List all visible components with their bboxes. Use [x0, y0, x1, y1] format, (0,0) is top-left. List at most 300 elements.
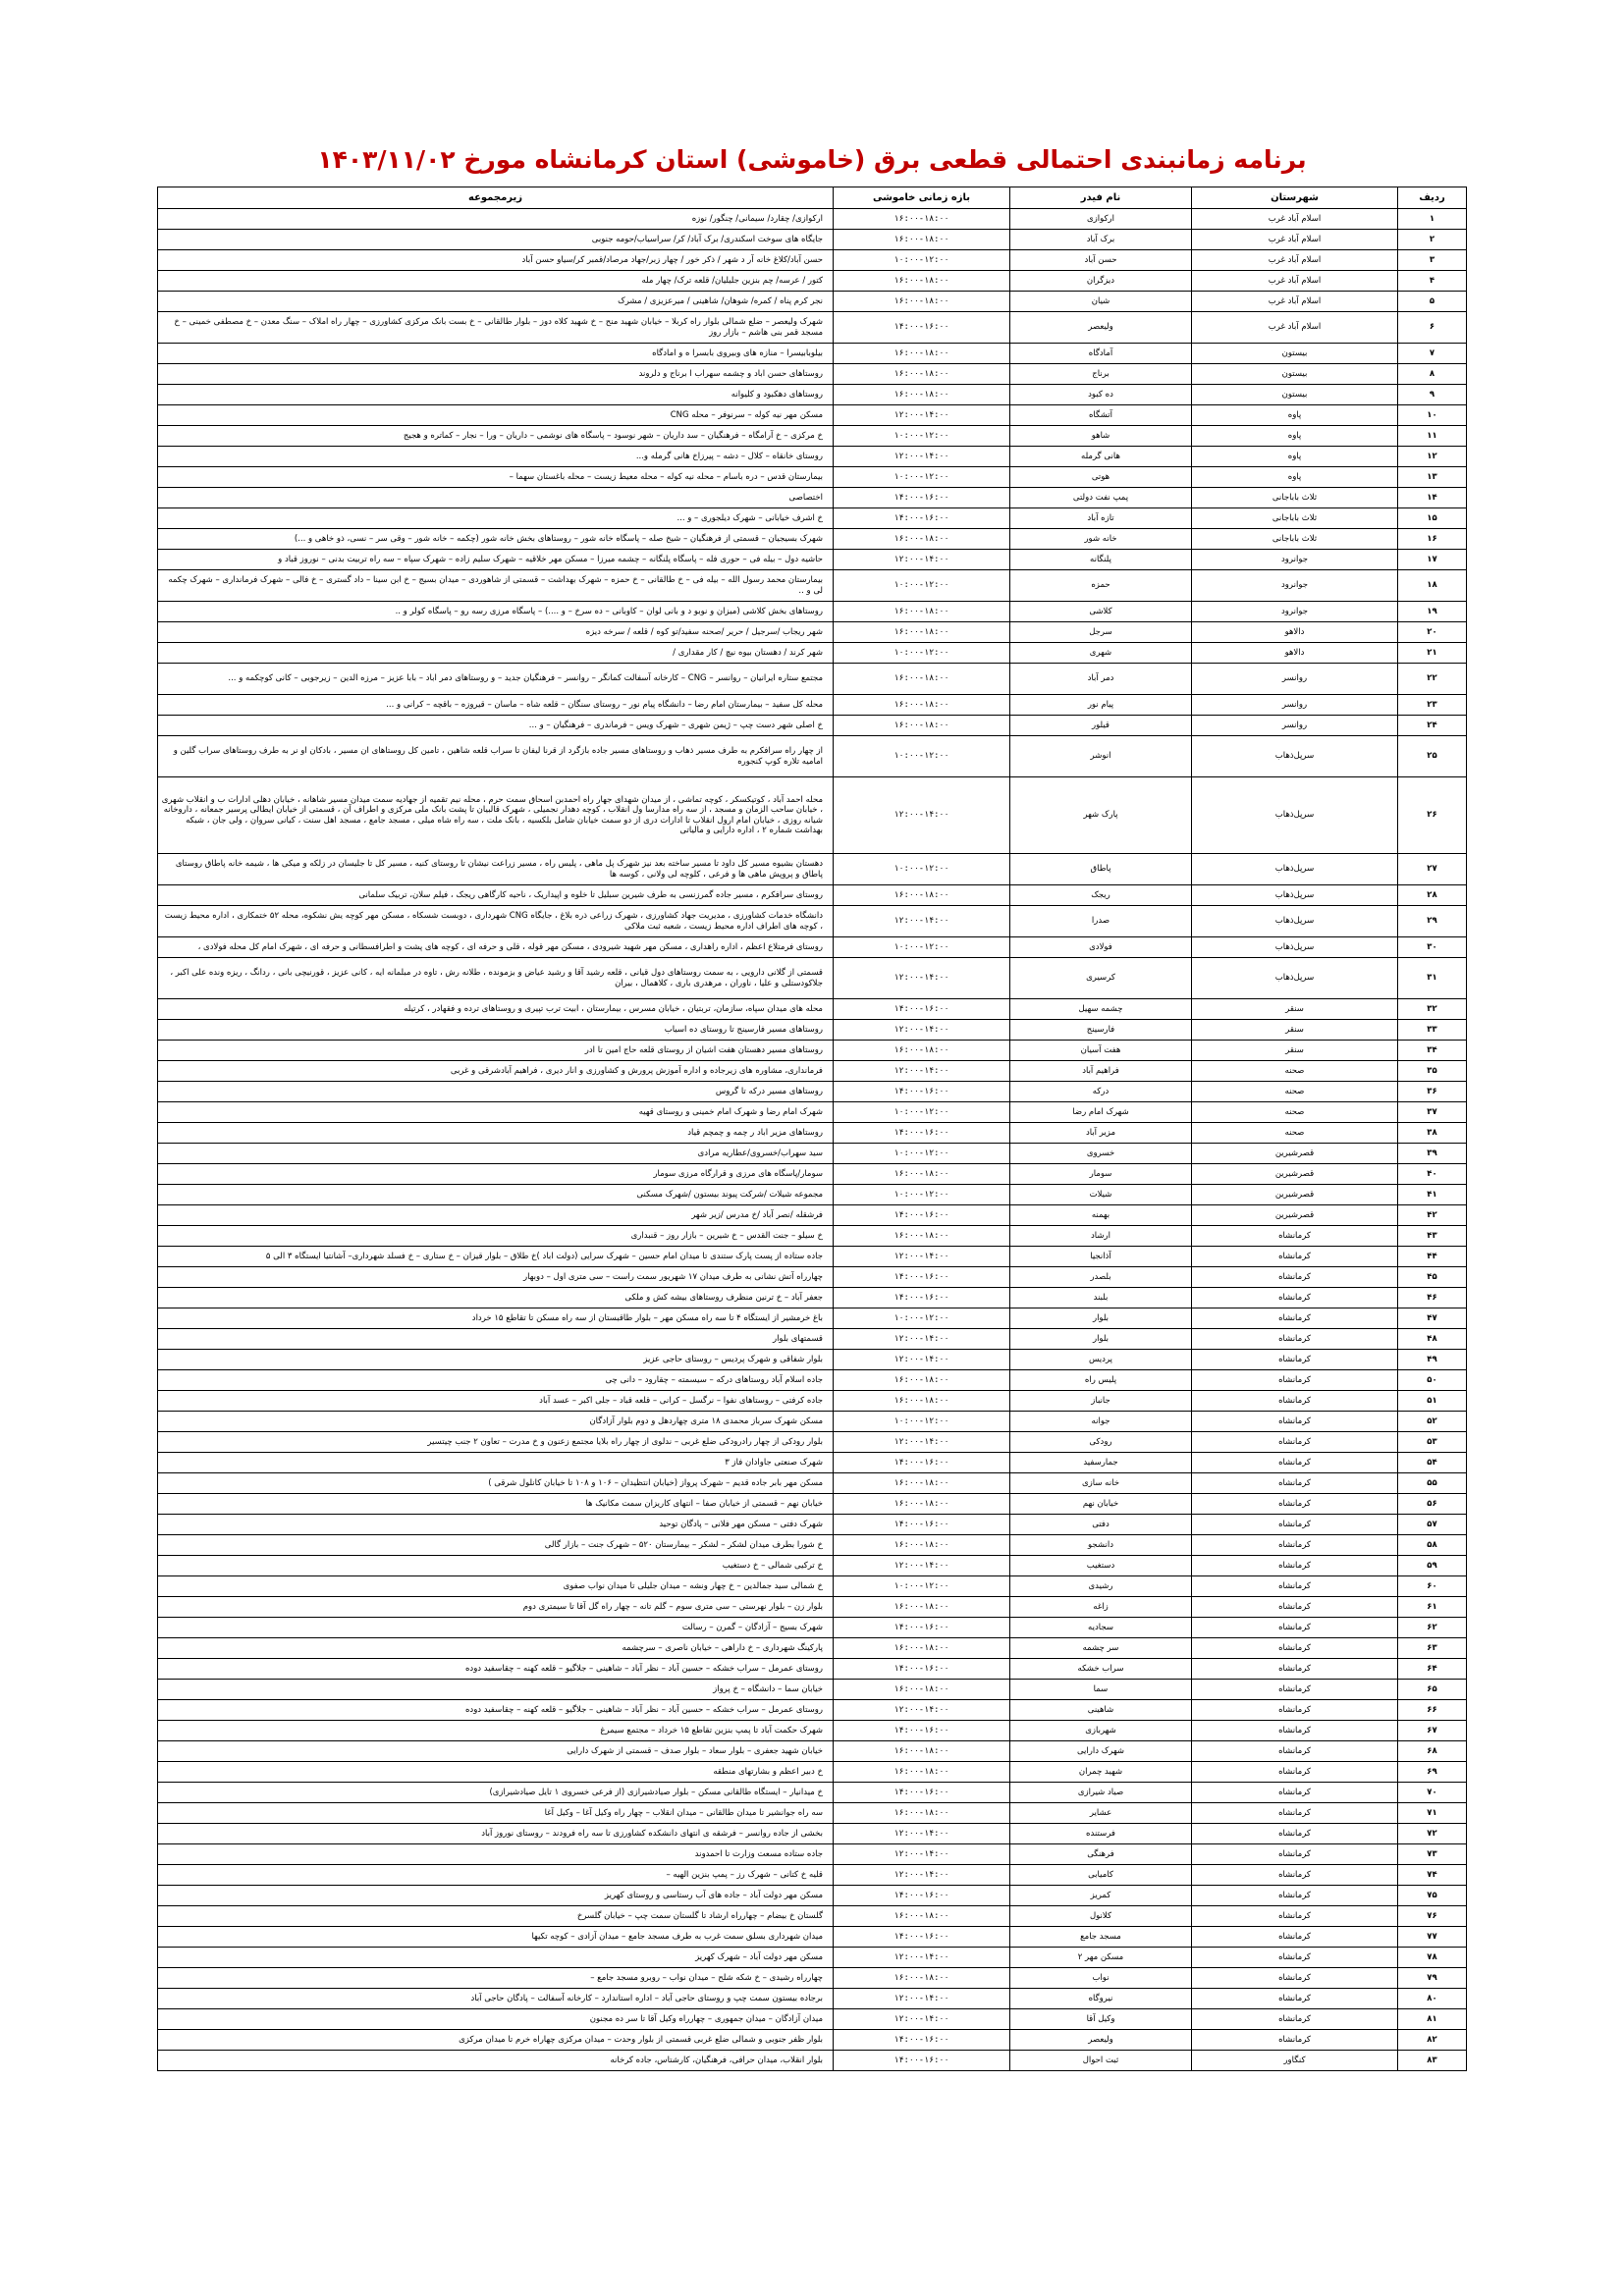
header-feeder: نام فیدر [1010, 187, 1192, 209]
table-row [158, 209, 1467, 230]
area-cell: مجتمع ستاره ایرانیان – روانسر – CNG – کارخانه آسفالت کمانگر – روانسر – فرهنگیان جدید – و روستاهای دمر اباد – بابا عزیز – مرزه الدین – زیرجوبی – کانی کوچکمه و ... [158, 664, 834, 695]
city-cell: سرپل‌ذهاب [1192, 958, 1398, 999]
time-period-cell [834, 1556, 1010, 1576]
row-number-cell: ۱۹ [1398, 602, 1467, 622]
time-range-text: ۱۶:۰۰-۱۸:۰۰ [893, 234, 949, 244]
area-cell: فرمانداری، مشاوره های زیرجاده و اداره آموزش پرورش و کشاورزی و انار دیری ، فراهیم آبادشرقی و غربی [158, 1061, 834, 1082]
city-cell: کرمانشاه [1192, 1989, 1398, 2009]
row-number-cell: ۴۸ [1398, 1329, 1467, 1350]
table-row [158, 364, 1467, 385]
row-number-cell: ۲۶ [1398, 777, 1467, 854]
feeder-cell: پیام نور [1010, 695, 1192, 716]
time-range-text: ۱۶:۰۰-۱۸:۰۰ [893, 275, 949, 286]
row-number-cell: ۶۳ [1398, 1638, 1467, 1659]
table-body [158, 209, 1467, 2071]
time-range-text: ۱۴:۰۰-۱۶:۰۰ [893, 1271, 949, 1282]
time-period-cell [834, 885, 1010, 906]
time-range-text: ۱۴:۰۰-۱۶:۰۰ [893, 2034, 949, 2045]
time-period-cell [834, 1824, 1010, 1844]
feeder-cell: سرجل [1010, 622, 1192, 643]
feeder-cell: آذانجیا [1010, 1247, 1192, 1267]
area-cell: از چهار راه سرافکرم به طرف مسیر ذهاب و روستاهای مسیر جاده بازگرد از قرنا لیفان تا سراب قلعه شاهین ، تامین کل روستاهای ان مسیر ، بادکان او نر به طرف روستاهای سراب گلین و امامیه تلاره کوپ کنجوره [158, 736, 834, 777]
time-range-text: ۱۴:۰۰-۱۶:۰۰ [893, 1890, 949, 1900]
feeder-cell: ارشاد [1010, 1226, 1192, 1247]
feeder-cell: رودکی [1010, 1432, 1192, 1453]
table-row [158, 312, 1467, 344]
row-number-cell: ۳۱ [1398, 958, 1467, 999]
time-range-text: ۱۰:۰۰-۱۲:۰۰ [893, 430, 949, 441]
row-number-cell: ۷۵ [1398, 1886, 1467, 1906]
area-cell: روستاهای مسیر دهستان هفت اشیان از روستای قلعه حاج امین تا ادر [158, 1041, 834, 1061]
area-cell: مجموعه شیلات /شرکت پیوند بیستون /شهرک مسکنی [158, 1185, 834, 1205]
table-row [158, 602, 1467, 622]
area-cell: گلستان خ بیضام – چهارراه ارشاد تا گلستان سمت چپ – خیابان گلسرخ [158, 1906, 834, 1927]
feeder-cell: صدرا [1010, 906, 1192, 937]
row-number-cell: ۱۵ [1398, 508, 1467, 529]
time-range-text: ۱۶:۰۰-۱۸:۰۰ [893, 626, 949, 637]
time-range-text: ۱۶:۰۰-۱۸:۰۰ [893, 1230, 949, 1241]
feeder-cell: سما [1010, 1680, 1192, 1700]
city-cell: پاوه [1192, 405, 1398, 426]
feeder-cell: پمپ نفت دولتی [1010, 488, 1192, 508]
time-period-cell [834, 1329, 1010, 1350]
feeder-cell: سومار [1010, 1164, 1192, 1185]
feeder-cell: دستغیب [1010, 1556, 1192, 1576]
table-row [158, 488, 1467, 508]
time-range-text: ۱۲:۰۰-۱۴:۰۰ [893, 409, 949, 420]
time-period-cell [834, 1123, 1010, 1144]
row-number-cell: ۶۰ [1398, 1576, 1467, 1597]
area-cell: خیابان شهید جعفری – بلوار سعاد – بلوار صدف – قسمتی از شهرک دارایی [158, 1741, 834, 1762]
row-number-cell: ۶ [1398, 312, 1467, 344]
city-cell: سرپل‌ذهاب [1192, 736, 1398, 777]
row-number-cell: ۵۵ [1398, 1473, 1467, 1494]
city-cell: پاوه [1192, 447, 1398, 467]
row-number-cell: ۲۴ [1398, 716, 1467, 736]
time-range-text: ۱۶:۰۰-۱۸:۰۰ [893, 1766, 949, 1777]
table-row [158, 1535, 1467, 1556]
time-period-cell [834, 1515, 1010, 1535]
row-number-cell: ۴۹ [1398, 1350, 1467, 1370]
table-row [158, 1906, 1467, 1927]
feeder-cell: پردیس [1010, 1350, 1192, 1370]
table-row [158, 1927, 1467, 1948]
time-period-cell [834, 1803, 1010, 1824]
feeder-cell: ارکوازی [1010, 209, 1192, 230]
time-range-text: ۱۲:۰۰-۱۴:۰۰ [893, 1354, 949, 1364]
city-cell: صحنه [1192, 1082, 1398, 1102]
time-range-text: ۱۴:۰۰-۱۶:۰۰ [893, 512, 949, 523]
time-period-cell [834, 695, 1010, 716]
time-period-cell [834, 271, 1010, 292]
feeder-cell: نیروگاه [1010, 1989, 1192, 2009]
row-number-cell: ۲۸ [1398, 885, 1467, 906]
feeder-cell: هانی گرمله [1010, 447, 1192, 467]
table-row [158, 1515, 1467, 1535]
row-number-cell: ۵۱ [1398, 1391, 1467, 1412]
feeder-cell: خانه سازی [1010, 1473, 1192, 1494]
time-period-cell [834, 854, 1010, 885]
area-cell: شهرک بسیج – آزادگان – گمرن – رسالت [158, 1618, 834, 1638]
area-cell: میدان آزادگان – میدان جمهوری – چهارراه وکیل آقا تا سر ده مجنون [158, 2009, 834, 2030]
feeder-cell: حسن آباد [1010, 250, 1192, 271]
row-number-cell: ۳ [1398, 250, 1467, 271]
city-cell: ثلاث باباجانی [1192, 529, 1398, 550]
time-range-text: ۱۲:۰۰-۱۴:۰۰ [893, 1704, 949, 1715]
table-row [158, 1638, 1467, 1659]
area-cell: شهرک صنعتی جاوادان فاز ۳ [158, 1453, 834, 1473]
row-number-cell: ۴۲ [1398, 1205, 1467, 1226]
area-cell: جعفر آباد – خ ترنین منظرف روستاهای بیشه کش و ملکی [158, 1288, 834, 1308]
area-cell: قلیه خ کتانی – شهرک رز – پمپ بنزین الهیه – [158, 1865, 834, 1886]
time-period-cell [834, 1721, 1010, 1741]
time-range-text: ۱۴:۰۰-۱۶:۰۰ [893, 1663, 949, 1674]
feeder-cell: فرستنده [1010, 1824, 1192, 1844]
area-cell: روستاهای مزیر اباد ر چمه و چمچم قیاد [158, 1123, 834, 1144]
row-number-cell: ۵۳ [1398, 1432, 1467, 1453]
table-row [158, 1618, 1467, 1638]
time-range-text: ۱۴:۰۰-۱۶:۰۰ [893, 1209, 949, 1220]
table-row [158, 1226, 1467, 1247]
time-range-text: ۱۰:۰۰-۱۲:۰۰ [893, 1148, 949, 1158]
area-cell: بخشی از جاده روانسر – فرشقه ی انتهای دانشکده کشاورزی تا سه راه فرودند – روستای نوروز آباد [158, 1824, 834, 1844]
table-row [158, 426, 1467, 447]
city-cell: سرپل‌ذهاب [1192, 885, 1398, 906]
table-row [158, 1844, 1467, 1865]
time-period-cell [834, 1473, 1010, 1494]
time-range-text: ۱۶:۰۰-۱۸:۰۰ [893, 606, 949, 616]
city-cell: اسلام آباد غرب [1192, 230, 1398, 250]
table-row [158, 958, 1467, 999]
time-range-text: ۱۲:۰۰-۱۴:۰۰ [893, 1024, 949, 1035]
header-row-number: ردیف [1398, 187, 1467, 209]
area-cell: روستاهای بخش کلاشی (میزان و نوبو د و بانی لوان – کاوبانی – ده سرخ – و ....) – پاسگاه مرزی رسه رو – پاسگاه کولر و .. [158, 602, 834, 622]
row-number-cell: ۳۸ [1398, 1123, 1467, 1144]
time-period-cell [834, 1844, 1010, 1865]
time-range-text: ۱۶:۰۰-۱۸:۰۰ [893, 1498, 949, 1509]
city-cell: قصرشیرین [1192, 1205, 1398, 1226]
table-row [158, 1102, 1467, 1123]
row-number-cell: ۷۸ [1398, 1948, 1467, 1968]
time-period-cell [834, 1288, 1010, 1308]
time-range-text: ۱۶:۰۰-۱۸:۰۰ [893, 1642, 949, 1653]
time-period-cell [834, 1391, 1010, 1412]
row-number-cell: ۷۹ [1398, 1968, 1467, 1989]
feeder-cell: بلبند [1010, 1288, 1192, 1308]
city-cell: صحنه [1192, 1102, 1398, 1123]
city-cell: کرمانشاه [1192, 1515, 1398, 1535]
table-row [158, 1824, 1467, 1844]
time-period-cell [834, 1247, 1010, 1267]
row-number-cell: ۵۸ [1398, 1535, 1467, 1556]
feeder-cell: دمر آباد [1010, 664, 1192, 695]
city-cell: کرمانشاه [1192, 1453, 1398, 1473]
table-row [158, 622, 1467, 643]
city-cell: کرمانشاه [1192, 1968, 1398, 1989]
area-cell: خ شورا بطرف میدان لشکر – لشکر – بیمارستان ۵۲۰ – شهرک جنت – بازار گالی [158, 1535, 834, 1556]
area-cell: بلوار انقلاب، میدان حرافی، فرهنگیان، کارشتاس، جاده کرخانه [158, 2051, 834, 2071]
area-cell: جاده اسلام آباد روستاهای درکه – سیسمته – چقارود – دانی چی [158, 1370, 834, 1391]
time-range-text: ۱۰:۰۰-۱۲:۰۰ [893, 941, 949, 952]
city-cell: کرمانشاه [1192, 1721, 1398, 1741]
city-cell: کرمانشاه [1192, 1267, 1398, 1288]
area-cell: خ مرکزی – خ آرامگاه – فرهنگیان – سد داریان – شهر نوسود – پاسگاه های نوشمی – داریان – ورا – نجار – کماتره و هجیج [158, 426, 834, 447]
city-cell: کرمانشاه [1192, 1680, 1398, 1700]
time-range-text: ۱۶:۰۰-۱۸:۰۰ [893, 720, 949, 730]
city-cell: صحنه [1192, 1061, 1398, 1082]
row-number-cell: ۳۲ [1398, 999, 1467, 1020]
area-cell: روستای خانقاه – کلال – دشه – پیرزاخ هانی گرمله و... [158, 447, 834, 467]
row-number-cell: ۳۰ [1398, 937, 1467, 958]
feeder-cell: شهرک دارایی [1010, 1741, 1192, 1762]
city-cell: کرمانشاه [1192, 1473, 1398, 1494]
table-row [158, 664, 1467, 695]
row-number-cell: ۶۹ [1398, 1762, 1467, 1783]
area-cell: خ سیلو – جنت القدس – خ شیرین – بازار روز – قنبداری [158, 1226, 834, 1247]
area-cell: جاده ستاده مسعت وزارت تا احمدوند [158, 1844, 834, 1865]
area-cell: بلوار شفاقی و شهرک پردیس – روستای حاجی عزیز [158, 1350, 834, 1370]
time-period-cell [834, 1783, 1010, 1803]
city-cell: کرمانشاه [1192, 1906, 1398, 1927]
time-period-cell [834, 1576, 1010, 1597]
time-range-text: ۱۶:۰۰-۱۸:۰۰ [893, 1972, 949, 1983]
area-cell: شهر ریجاب /سرجیل / حریر /صحنه سفید/تو کوه / قلعه / سرخه دیزه [158, 622, 834, 643]
feeder-cell: مسکن مهر ۲ [1010, 1948, 1192, 1968]
feeder-cell: زاغه [1010, 1597, 1192, 1618]
table-row [158, 1123, 1467, 1144]
row-number-cell: ۲۳ [1398, 695, 1467, 716]
feeder-cell: شیان [1010, 292, 1192, 312]
time-range-text: ۱۲:۰۰-۱۴:۰۰ [893, 1065, 949, 1076]
city-cell: کرمانشاه [1192, 1412, 1398, 1432]
table-row [158, 230, 1467, 250]
feeder-cell: کلانول [1010, 1906, 1192, 1927]
area-cell: چهارراه رشیدی – خ شکه شلح – میدان نواب – روبرو مسجد جامع – [158, 1968, 834, 1989]
row-number-cell: ۶۴ [1398, 1659, 1467, 1680]
city-cell: کرمانشاه [1192, 1308, 1398, 1329]
time-period-cell [834, 447, 1010, 467]
feeder-cell: بلوار [1010, 1329, 1192, 1350]
table-row [158, 1370, 1467, 1391]
table-row [158, 1164, 1467, 1185]
feeder-cell: ولیعصر [1010, 312, 1192, 344]
feeder-cell: شیلات [1010, 1185, 1192, 1205]
city-cell: اسلام آباد غرب [1192, 271, 1398, 292]
time-period-cell [834, 1659, 1010, 1680]
city-cell: سرپل‌ذهاب [1192, 777, 1398, 854]
time-range-text: ۱۰:۰۰-۱۲:۰۰ [893, 1189, 949, 1200]
time-period-cell [834, 906, 1010, 937]
time-period-cell [834, 405, 1010, 426]
time-period-cell [834, 2030, 1010, 2051]
time-period-cell [834, 1927, 1010, 1948]
row-number-cell: ۲۵ [1398, 736, 1467, 777]
row-number-cell: ۸۳ [1398, 2051, 1467, 2071]
time-period-cell [834, 292, 1010, 312]
city-cell: اسلام آباد غرب [1192, 292, 1398, 312]
time-period-cell [834, 488, 1010, 508]
row-number-cell: ۵۴ [1398, 1453, 1467, 1473]
time-range-text: ۱۴:۰۰-۱۶:۰۰ [893, 1127, 949, 1138]
feeder-cell: سر چشمه [1010, 1638, 1192, 1659]
city-cell: ثلاث باباجانی [1192, 488, 1398, 508]
time-period-cell [834, 1267, 1010, 1288]
area-cell: حسن آباد/کلاغ خانه آر د شهر / ذکر خور / چهار زبر/جهاد مرصاد/قمبر کر/سیاو حسن آباد [158, 250, 834, 271]
area-cell: دانشگاه خدمات کشاورزی ، مدیریت جهاد کشاورزی ، شهرک زراعی ذره بلاغ ، جایگاه CNG شهرداری ، دوبست شسکاه ، مسکن مهر کوچه یش نشکوه، محله ۵۲ ختمکاری ، اداره محیط زیست ، کوچه های اطراف اداره محیط زیست ، شعبه ثبت ملاکی [158, 906, 834, 937]
area-cell: محله های میدان سپاه، سازمان، تربتیان ، خیابان مسرس ، بیمارستان ، ابیت ترب تپیری و روستاهای ترده و فقهادر ، کرتیله [158, 999, 834, 1020]
area-cell: مسکن شهرک سرباز محمدی ۱۸ متری چهاردهل و دوم بلوار آزادگان [158, 1412, 834, 1432]
table-row [158, 1783, 1467, 1803]
city-cell: کرمانشاه [1192, 1288, 1398, 1308]
area-cell: میدان شهرداری بسلق سمت غرب به طرف مسجد جامع – میدان آزادی – کوچه تکیها [158, 1927, 834, 1948]
row-number-cell: ۳۵ [1398, 1061, 1467, 1082]
feeder-cell: ده کبود [1010, 385, 1192, 405]
time-range-text: ۱۶:۰۰-۱۸:۰۰ [893, 1745, 949, 1756]
table-row [158, 550, 1467, 570]
feeder-cell: خانه شور [1010, 529, 1192, 550]
time-period-cell [834, 1494, 1010, 1515]
time-range-text: ۱۲:۰۰-۱۴:۰۰ [893, 554, 949, 564]
table-row [158, 250, 1467, 271]
time-period-cell [834, 1370, 1010, 1391]
feeder-cell: شهید چمران [1010, 1762, 1192, 1783]
time-period-cell [834, 1041, 1010, 1061]
time-period-cell [834, 1412, 1010, 1432]
time-range-text: ۱۰:۰۰-۱۲:۰۰ [893, 254, 949, 265]
area-cell: بیمارستان قدس – دره باسام – محله نیه کوله – محله معیط زیست – محله باغستان سهما – [158, 467, 834, 488]
city-cell: روانسر [1192, 664, 1398, 695]
time-range-text: ۱۴:۰۰-۱۶:۰۰ [893, 1519, 949, 1529]
city-cell: قصرشیرین [1192, 1164, 1398, 1185]
row-number-cell: ۷۲ [1398, 1824, 1467, 1844]
feeder-cell: بهمنه [1010, 1205, 1192, 1226]
time-range-text: ۱۰:۰۰-۱۲:۰۰ [893, 647, 949, 658]
time-period-cell [834, 1948, 1010, 1968]
feeder-cell: شهری [1010, 643, 1192, 664]
area-cell: دهستان بشیوه مسیر کل داود تا مسیر ساخته بعد نیز شهرک پل ماهی ، پلیس راه ، مسیر زراعت نیشان تا روستای کنیه ، مسیر کل تا جلیسان در زلکه و میکی ها ، شیمه خانه پاطاق روستای پاطاق و پروپش ماهی ها و فرعی ، کلوچه لی ولانی ، کوسه ها [158, 854, 834, 885]
time-range-text: ۱۶:۰۰-۱۸:۰۰ [893, 1539, 949, 1550]
city-cell: کرمانشاه [1192, 1741, 1398, 1762]
time-range-text: ۱۲:۰۰-۱۴:۰۰ [893, 1333, 949, 1344]
table-row [158, 736, 1467, 777]
time-period-cell [834, 1638, 1010, 1659]
time-range-text: ۱۴:۰۰-۱۶:۰۰ [893, 1622, 949, 1632]
area-cell: شهر کرند / دهستان بیوه نیچ / کار مقداری / [158, 643, 834, 664]
city-cell: جوانرود [1192, 602, 1398, 622]
feeder-cell: صیاد شیرازی [1010, 1783, 1192, 1803]
feeder-cell: انوشر [1010, 736, 1192, 777]
area-cell: روستاهای مسیر فارسینج تا روستای ده اسیاب [158, 1020, 834, 1041]
area-cell: جاده ستاده از پست پارک ستندی تا میدان امام حسین – شهرک سرایی (دولت اباد )خ طلاق – بلوار قیزان – خ ستاری – خ فسلد شهرداری– آشانتیا ایستگاه ۳ الی ۵ [158, 1247, 834, 1267]
area-cell: باغ خرمشیر از ایستگاه ۴ تا سه راه مسکن مهر – بلوار طاقبستان از سه راه مسکن تا تقاطع ۱۵ خرداد [158, 1308, 834, 1329]
feeder-cell: نواب [1010, 1968, 1192, 1989]
city-cell: کرمانشاه [1192, 1618, 1398, 1638]
feeder-cell: دیزگران [1010, 271, 1192, 292]
city-cell: کرمانشاه [1192, 2009, 1398, 2030]
city-cell: اسلام آباد غرب [1192, 312, 1398, 344]
row-number-cell: ۴۷ [1398, 1308, 1467, 1329]
time-range-text: ۱۴:۰۰-۱۶:۰۰ [893, 1931, 949, 1942]
row-number-cell: ۸ [1398, 364, 1467, 385]
city-cell: کرمانشاه [1192, 2030, 1398, 2051]
table-row [158, 1597, 1467, 1618]
table-row [158, 1247, 1467, 1267]
area-cell: سه راه جوانشیر تا میدان طالقانی – میدان انقلاب – چهار راه وکیل آغا – وکیل آغا [158, 1803, 834, 1824]
area-cell: خیابان نهم – قسمتی از خیابان صفا – انتهای کاریزان سمت مکانیک ها [158, 1494, 834, 1515]
row-number-cell: ۸۱ [1398, 2009, 1467, 2030]
time-range-text: ۱۰:۰۰-۱۲:۰۰ [893, 1415, 949, 1426]
feeder-cell: قیلور [1010, 716, 1192, 736]
city-cell: کرمانشاه [1192, 1494, 1398, 1515]
area-cell: شهرک امام رضا و شهرک امام خمینی و روستای قهیه [158, 1102, 834, 1123]
row-number-cell: ۸۰ [1398, 1989, 1467, 2009]
time-range-text: ۱۲:۰۰-۱۴:۰۰ [893, 973, 949, 984]
time-range-text: ۱۲:۰۰-۱۴:۰۰ [893, 1869, 949, 1880]
area-cell: فرشقله /نصر آباد /خ مدرس /زیر شهر [158, 1205, 834, 1226]
row-number-cell: ۶۲ [1398, 1618, 1467, 1638]
city-cell: کرمانشاه [1192, 1535, 1398, 1556]
time-range-text: ۱۴:۰۰-۱۶:۰۰ [893, 1725, 949, 1735]
table-row [158, 1308, 1467, 1329]
city-cell: جوانرود [1192, 550, 1398, 570]
table-row [158, 906, 1467, 937]
city-cell: کرمانشاه [1192, 1226, 1398, 1247]
row-number-cell: ۵۹ [1398, 1556, 1467, 1576]
table-row [158, 1989, 1467, 2009]
table-row [158, 508, 1467, 529]
table-row [158, 716, 1467, 736]
row-number-cell: ۷۰ [1398, 1783, 1467, 1803]
area-cell: چهارراه آتش نشانی به طرف میدان ۱۷ شهریور سمت راست – سی متری اول – دوبهار [158, 1267, 834, 1288]
feeder-cell: فولادی [1010, 937, 1192, 958]
area-cell: سومار/پاسگاه های مرزی و قرارگاه مرزی سومار [158, 1164, 834, 1185]
time-range-text: ۱۰:۰۰-۱۲:۰۰ [893, 1106, 949, 1117]
row-number-cell: ۱۱ [1398, 426, 1467, 447]
city-cell: کرمانشاه [1192, 1247, 1398, 1267]
row-number-cell: ۱۶ [1398, 529, 1467, 550]
table-header-row [158, 187, 1467, 209]
row-number-cell: ۴۳ [1398, 1226, 1467, 1247]
row-number-cell: ۷۷ [1398, 1927, 1467, 1948]
table-row [158, 1741, 1467, 1762]
time-range-text: ۱۶:۰۰-۱۸:۰۰ [893, 1374, 949, 1385]
feeder-cell: پلیس راه [1010, 1370, 1192, 1391]
city-cell: سرپل‌ذهاب [1192, 937, 1398, 958]
feeder-cell: کلاشی [1010, 602, 1192, 622]
area-cell: جایگاه های سوخت اسکندری/ برک آباد/ کر/ سراسیاب/حومه جنوبی [158, 230, 834, 250]
city-cell: کرمانشاه [1192, 1576, 1398, 1597]
area-cell: خ اصلی شهر دست چپ – ژیمن شهری – شهرک ویس – فرماندری – فرهنگیان – و ... [158, 716, 834, 736]
feeder-cell: مزیر آباد [1010, 1123, 1192, 1144]
time-period-cell [834, 643, 1010, 664]
time-range-text: ۱۲:۰۰-۱۴:۰۰ [893, 2013, 949, 2024]
time-period-cell [834, 1185, 1010, 1205]
area-cell: شهرک حکمت آباد تا پمپ بنزین تقاطع ۱۵ خرداد – مجتمع سیمرغ [158, 1721, 834, 1741]
feeder-cell: چشمه سهیل [1010, 999, 1192, 1020]
feeder-cell: ریجک [1010, 885, 1192, 906]
area-cell: روستای سرافکرم ، مسیر جاده گمرزنسی به طرف شیرین سبلیل تا خلوه و اپیداریک ، ناحیه کارگاهی ریجک ، فیلم سلان، تربیک سلمانی [158, 885, 834, 906]
area-cell: سید سهراب/خسروی/عطاریه مرادی [158, 1144, 834, 1164]
time-period-cell [834, 1989, 1010, 2009]
feeder-cell: خیابان نهم [1010, 1494, 1192, 1515]
area-cell: شهرک بسیجیان – قسمتی از فرهنگیان – شیخ صله – پاسگاه خانه شور – روستاهای بخش خانه شور (چکمه – خانه شور – وقی سر – نسی، ذو خاهی و ...) [158, 529, 834, 550]
table-row [158, 885, 1467, 906]
time-period-cell [834, 550, 1010, 570]
time-period-cell [834, 777, 1010, 854]
time-period-cell [834, 1762, 1010, 1783]
time-period-cell [834, 716, 1010, 736]
city-cell: سنقر [1192, 999, 1398, 1020]
